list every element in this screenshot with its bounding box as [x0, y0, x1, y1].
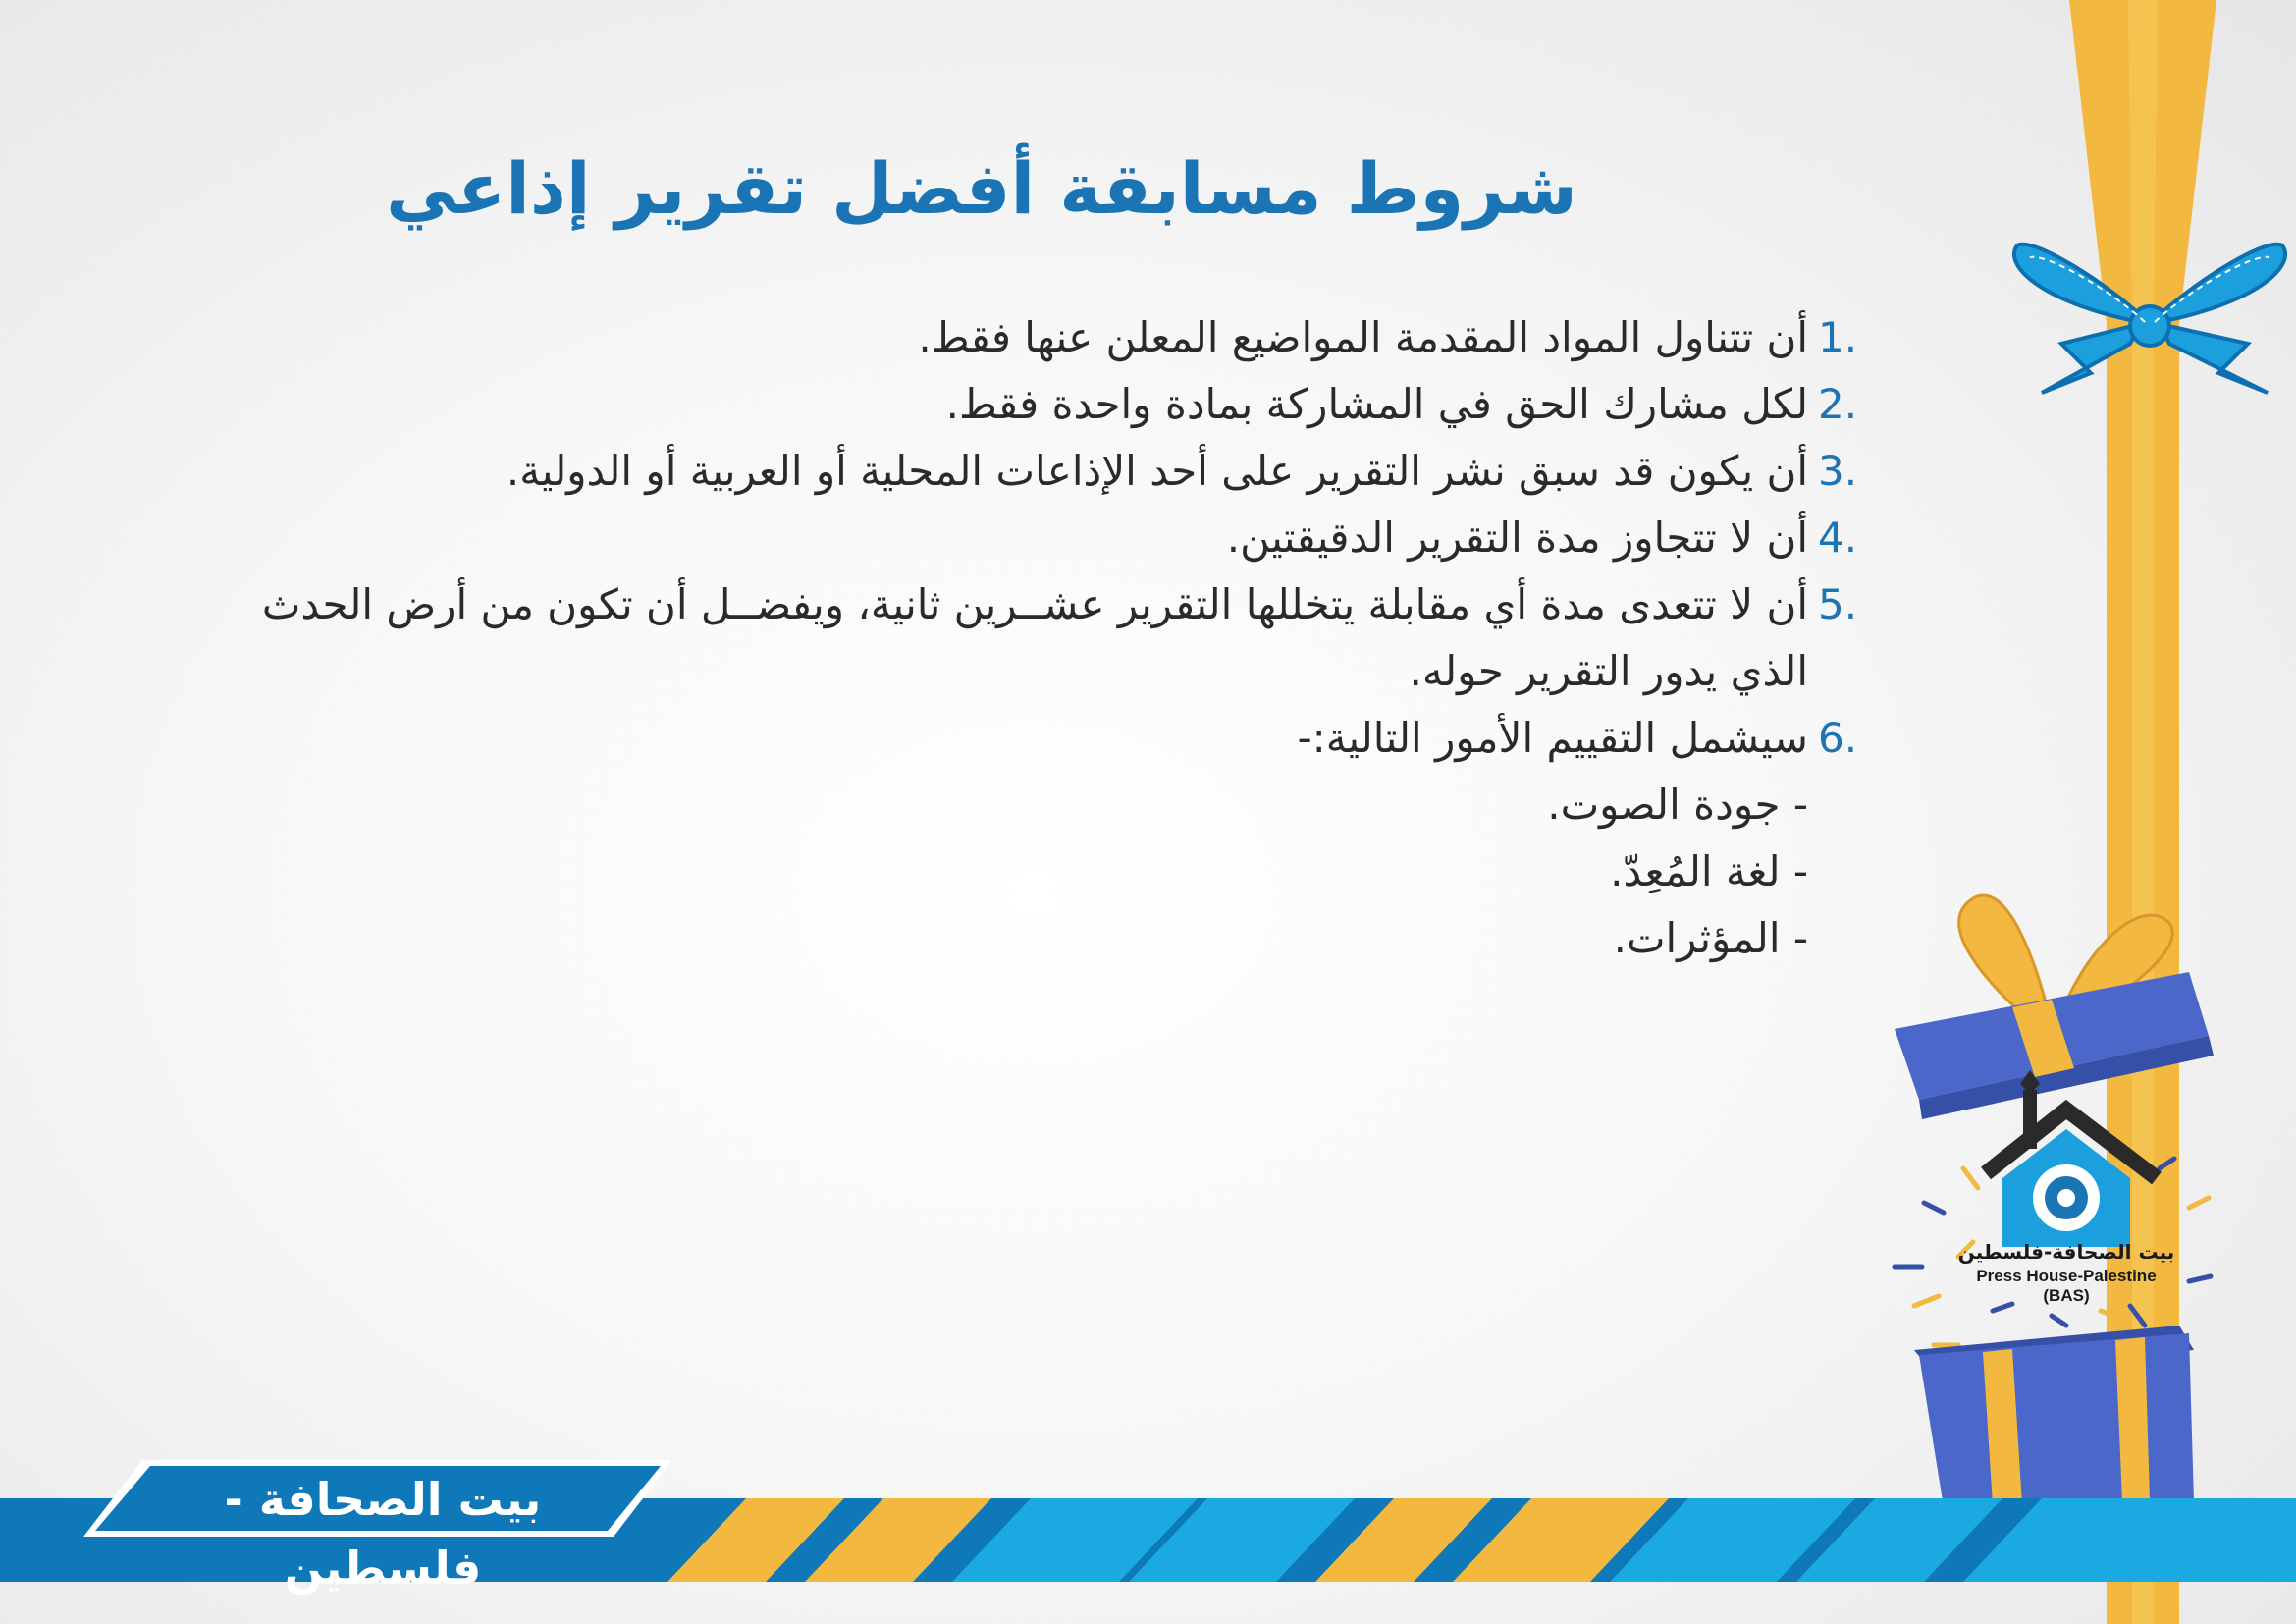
- item-text: سيشمل التقييم الأمور التالية:-: [1297, 714, 1808, 762]
- item-text: أن يكون قد سبق نشر التقرير على أحد الإذاعات المحلية أو العربية أو الدولية.: [506, 447, 1808, 495]
- criteria-item: - المؤثرات.: [1613, 914, 1808, 962]
- item-number: 5.: [1818, 580, 1858, 628]
- list-item: [230, 505, 1879, 571]
- list-item: [230, 571, 1879, 705]
- list-item: [230, 304, 1879, 371]
- item-text: أن تتناول المواد المقدمة المواضيع المعلن عنها فقط.: [918, 313, 1808, 361]
- item-text-continued: الذي يدور التقرير حوله.: [1409, 647, 1808, 695]
- footer-label: بيت الصحافة - فلسطين: [224, 1473, 542, 1595]
- logo-english-text: Press House-Palestine: [1976, 1267, 2157, 1285]
- criteria-item: - لغة المُعِدّ.: [1610, 847, 1808, 895]
- item-number: 4.: [1818, 514, 1858, 562]
- item-text: لكل مشارك الحق في المشاركة بمادة واحدة فقط.: [945, 380, 1808, 428]
- list-item: [230, 438, 1879, 505]
- logo-english-name: [1953, 1267, 2179, 1306]
- list-item: [230, 371, 1879, 438]
- terms-list: [230, 304, 1879, 972]
- item-number: 1.: [1818, 313, 1858, 361]
- item-number: 6.: [1818, 714, 1858, 762]
- item-text: أن لا تتجاوز مدة التقرير الدقيقتين.: [1226, 514, 1808, 562]
- item-number: 2.: [1818, 380, 1858, 428]
- logo-abbreviation: (BAS): [2043, 1286, 2090, 1305]
- list-item: [230, 705, 1879, 772]
- page-title: شروط مسابقة أفضل تقرير إذاعي: [386, 147, 1577, 230]
- criteria-item: - جودة الصوت.: [1547, 781, 1808, 829]
- logo-arabic-name: بيت الصحافة-فلسطين: [1957, 1240, 2175, 1264]
- ribbon-bow-icon: [2002, 177, 2296, 422]
- item-number: 3.: [1818, 447, 1858, 495]
- item-text: أن لا تتعدى مدة أي مقابلة يتخللها التقرير عشــرين ثانية، ويفضــل أن تكون من أرض الحدث: [261, 580, 1808, 628]
